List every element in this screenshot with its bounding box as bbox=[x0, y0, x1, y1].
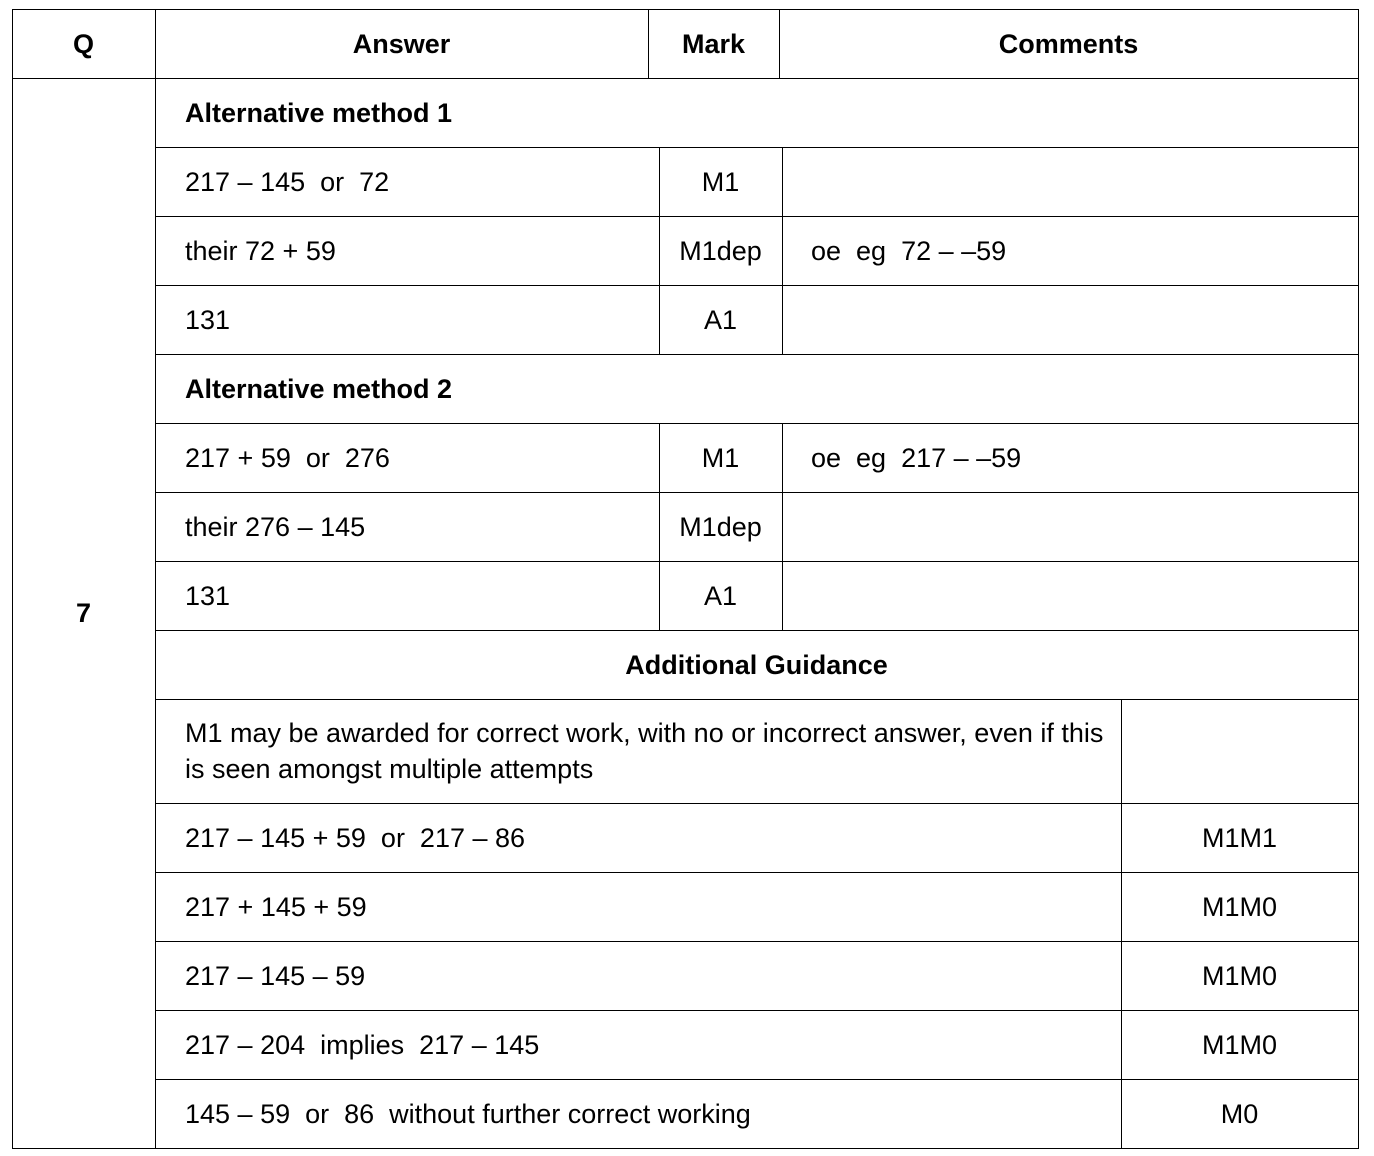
guidance-text: 217 – 145 – 59 bbox=[185, 960, 366, 991]
question-number: 7 bbox=[75, 598, 92, 628]
answer-cell: their 72 + 59 bbox=[185, 235, 336, 266]
comment-cell bbox=[811, 147, 1351, 216]
method-title: Alternative method 1 bbox=[185, 97, 453, 128]
mark-cell: M1 bbox=[701, 442, 740, 473]
mark-cell: M1 bbox=[701, 166, 740, 197]
method-title: Alternative method 2 bbox=[185, 373, 453, 404]
mark-comment-divider bbox=[782, 423, 783, 631]
comment-cell bbox=[811, 285, 1351, 354]
mark-cell: M1dep bbox=[679, 511, 762, 542]
guidance-text: 217 + 145 + 59 bbox=[185, 891, 367, 922]
answer-cell: 217 + 59 or 276 bbox=[185, 442, 390, 473]
guidance-mark bbox=[1121, 699, 1358, 803]
mark-comment-divider bbox=[782, 147, 783, 355]
guidance-title: Additional Guidance bbox=[625, 649, 888, 680]
mark-cell: M1dep bbox=[679, 235, 762, 266]
header-answer: Answer bbox=[352, 28, 451, 59]
answer-cell: 131 bbox=[185, 580, 231, 611]
guidance-text: 217 – 204 implies 217 – 145 bbox=[185, 1029, 540, 1060]
mark-cell: A1 bbox=[703, 304, 738, 335]
mark-cell: A1 bbox=[703, 580, 738, 611]
guidance-mark: M1M1 bbox=[1201, 822, 1277, 853]
header-q: Q bbox=[72, 28, 94, 59]
guidance-text: M1 may be awarded for correct work, with no or incorrect answer, even if this is seen amongst multiple attempts bbox=[185, 718, 1104, 784]
border-bottom bbox=[12, 1148, 1359, 1149]
guidance-text: 217 – 145 + 59 or 217 – 86 bbox=[185, 822, 526, 853]
guidance-mark: M0 bbox=[1220, 1098, 1259, 1129]
header-comments: Comments bbox=[998, 28, 1139, 59]
comment-cell: oe eg 72 – –59 bbox=[811, 235, 1007, 266]
answer-cell: their 276 – 145 bbox=[185, 511, 366, 542]
answer-cell: 131 bbox=[185, 304, 231, 335]
border-right bbox=[1358, 9, 1359, 1149]
comment-cell: oe eg 217 – –59 bbox=[811, 442, 1022, 473]
guidance-text: 145 – 59 or 86 without further correct working bbox=[185, 1098, 751, 1129]
guidance-mark: M1M0 bbox=[1201, 891, 1277, 922]
comment-cell bbox=[811, 492, 1351, 561]
q-column-divider bbox=[155, 9, 156, 1149]
answer-cell: 217 – 145 or 72 bbox=[185, 166, 390, 197]
guidance-mark: M1M0 bbox=[1201, 1029, 1277, 1060]
comment-cell bbox=[811, 561, 1351, 630]
guidance-mark: M1M0 bbox=[1201, 960, 1277, 991]
header-mark: Mark bbox=[681, 28, 746, 59]
